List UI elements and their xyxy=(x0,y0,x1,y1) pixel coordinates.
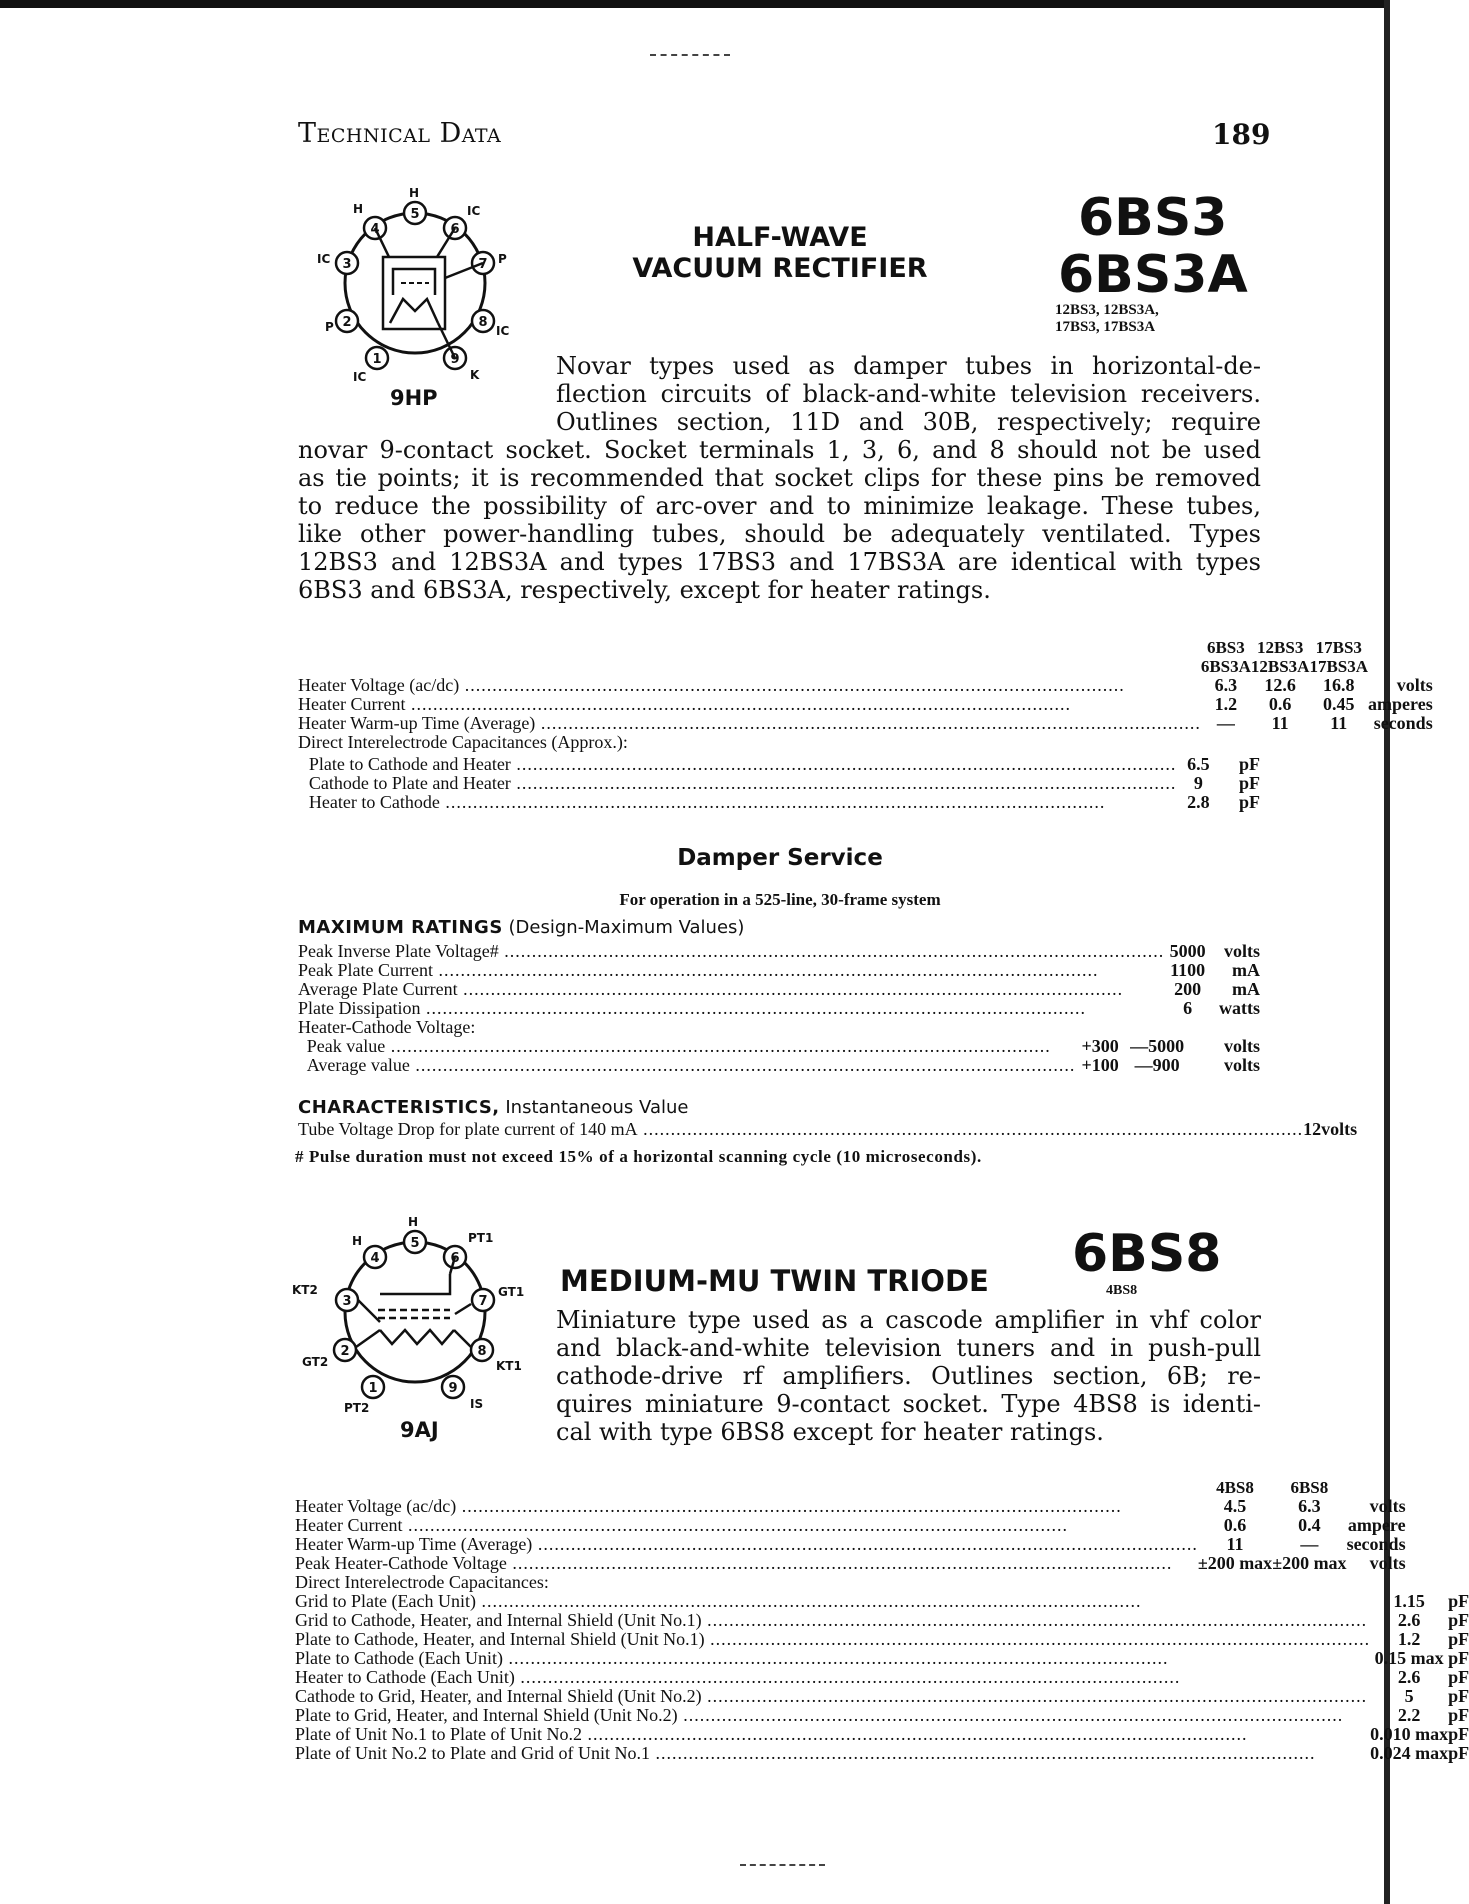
basing-diagram-9hp xyxy=(305,183,520,398)
pin-label-4: H xyxy=(353,202,364,216)
svg-text:3: 3 xyxy=(342,257,352,272)
footnote: # Pulse duration must not exceed 15% of a horizontal scanning cycle (10 microseconds). xyxy=(295,1147,982,1166)
table-row: Grid to Cathode, Heater, and Internal Shield (Unit No.1) ..... 2.6 pF xyxy=(295,1611,1469,1630)
table-row: Cathode to Grid, Heater, and Internal Shield (Unit No.2) ..... 5 pF xyxy=(295,1687,1469,1706)
pin-label-6: IC xyxy=(467,204,481,218)
basing-code: 9AJ xyxy=(400,1418,439,1442)
table-row: Peak value ..... +300 —5000 volts xyxy=(298,1037,1260,1056)
title-line-2: VACUUM RECTIFIER xyxy=(632,253,928,284)
desc-line: flection circuits of black-and-white television receivers. xyxy=(556,380,1261,408)
max-ratings-heading: MAXIMUM RATINGS (Design-Maximum Values) xyxy=(298,917,745,938)
pin-label-8: IC xyxy=(496,324,510,338)
table-row: Heater Voltage (ac/dc) ..... 4.5 6.3 volts xyxy=(295,1497,1406,1516)
characteristics-heading: CHARACTERISTICS, Instantaneous Value xyxy=(298,1097,689,1118)
svg-text:4: 4 xyxy=(370,222,380,237)
variants-line-2: 17BS3, 17BS3A xyxy=(1055,319,1156,335)
desc-line: and black-and-white television tuners and in push-pull xyxy=(556,1334,1261,1362)
pin-label-9: K xyxy=(470,368,480,382)
desc-line: Novar types used as damper tubes in horizontal-de- xyxy=(556,352,1261,380)
svg-text:9: 9 xyxy=(448,1381,458,1396)
running-head: Technical Data xyxy=(298,118,502,149)
svg-text:1: 1 xyxy=(372,352,382,367)
page-number: 189 xyxy=(1212,118,1271,151)
table-row: Plate Dissipation ..... 6 watts xyxy=(298,999,1260,1018)
desc-line: to reduce the possibility of arc-over and to minimize leakage. These tubes, xyxy=(298,492,1261,520)
svg-text:4: 4 xyxy=(370,1251,380,1266)
tube-type-alt: 6BS3A xyxy=(1058,245,1248,305)
top-border xyxy=(0,0,1390,8)
characteristics-table xyxy=(298,1120,1357,1139)
desc-line: 12BS3 and 12BS3A and types 17BS3 and 17BS3A are identical with types xyxy=(298,548,1261,576)
svg-text:7: 7 xyxy=(478,257,488,272)
table-row: Plate to Grid, Heater, and Internal Shield (Unit No.2) ..... 2.2 pF xyxy=(295,1706,1469,1725)
pin-label-9: IS xyxy=(470,1397,484,1411)
description-indented xyxy=(556,352,1261,436)
table-row xyxy=(298,733,1433,752)
desc-line: like other power-handling tubes, should be adequately ventilated. Types xyxy=(298,520,1261,548)
table-row: Heater Current ..... 0.6 0.4 ampere xyxy=(295,1516,1406,1535)
table-row: Tube Voltage Drop for plate current of 140 mA ..... 12 volts xyxy=(298,1120,1357,1139)
desc-line: cathode-drive rf amplifiers. Outlines section, 6B; re- xyxy=(556,1362,1261,1390)
table-row: Cathode to Plate and Heater ..... 9 pF xyxy=(298,774,1260,793)
column-headers xyxy=(295,1478,1406,1497)
svg-text:2: 2 xyxy=(342,315,352,330)
pin-label-2: GT2 xyxy=(302,1355,329,1369)
table-row: Plate to Cathode and Heater ..... 6.5 pF xyxy=(298,755,1260,774)
variants-line-1: 12BS3, 12BS3A, xyxy=(1055,302,1159,318)
col-head: 6BS3 6BS3A xyxy=(1200,638,1251,676)
pin-label-5: H xyxy=(408,1215,419,1229)
svg-text:5: 5 xyxy=(410,207,420,222)
table-row: Heater Current ..... 1.2 0.6 0.45 amperes xyxy=(298,695,1433,714)
table-row: Average value ..... +100 —900 volts xyxy=(298,1056,1260,1075)
basing-code: 9HP xyxy=(390,386,438,410)
top-rule xyxy=(650,54,730,56)
svg-text:5: 5 xyxy=(410,1236,420,1251)
table-row: Peak Plate Current ..... 1100 mA xyxy=(298,961,1260,980)
heater-cathode-table xyxy=(298,1037,1260,1075)
pin-label-2: P xyxy=(325,320,334,334)
service-subtitle: For operation in a 525-line, 30-frame system xyxy=(619,890,941,909)
table-row: Peak Heater-Cathode Voltage ..... ±200 max ±200 max volts xyxy=(295,1554,1406,1573)
table-row: Peak Inverse Plate Voltage# ..... 5000 volts xyxy=(298,942,1260,961)
desc-line: quires miniature 9-contact socket. Type 4BS8 is identi- xyxy=(556,1390,1261,1418)
table-row: Plate to Cathode (Each Unit) ..... 0.15 max pF xyxy=(295,1649,1469,1668)
table-row: Heater Voltage (ac/dc) ..... 6.3 12.6 16.8 volts xyxy=(298,676,1433,695)
svg-text:6: 6 xyxy=(450,222,460,237)
pin-label-3: IC xyxy=(317,252,331,266)
table-row: Heater Warm-up Time (Average) ..... 11 — seconds xyxy=(295,1535,1406,1554)
desc-line: as tie points; it is recommended that socket clips for these pins be removed xyxy=(298,464,1261,492)
col-head: 17BS3 17BS3A xyxy=(1309,638,1369,676)
svg-text:7: 7 xyxy=(478,1294,488,1309)
tube-type-main: 6BS3 xyxy=(1078,188,1228,248)
description-full xyxy=(298,436,1261,604)
desc-line: Miniature type used as a cascode amplifier in vhf color xyxy=(556,1306,1261,1334)
svg-text:2: 2 xyxy=(340,1344,350,1359)
desc-line: cal with type 6BS8 except for heater ratings. xyxy=(556,1418,1104,1446)
description xyxy=(556,1306,1261,1446)
col-head: 12BS3 12BS3A xyxy=(1250,638,1310,676)
bottom-rule xyxy=(740,1864,825,1866)
heater-table-1 xyxy=(298,638,1433,752)
desc-line: 6BS3 and 6BS3A, respectively, except for heater ratings. xyxy=(298,576,991,604)
column-headers xyxy=(298,638,1433,676)
max-ratings-table xyxy=(298,942,1260,1037)
pin-label-6: PT1 xyxy=(468,1231,494,1245)
table-row: Heater Warm-up Time (Average) ..... — 11 11 seconds xyxy=(298,714,1433,733)
svg-text:8: 8 xyxy=(477,1344,487,1359)
table-row: Grid to Plate (Each Unit) ..... 1.15 pF xyxy=(295,1592,1469,1611)
svg-text:8: 8 xyxy=(478,315,488,330)
svg-text:1: 1 xyxy=(368,1381,378,1396)
pin-label-8: KT1 xyxy=(496,1359,522,1373)
table-row: Plate of Unit No.2 to Plate and Grid of Unit No.1 ..... 0.024 max pF xyxy=(295,1744,1469,1763)
table-row: Average Plate Current ..... 200 mA xyxy=(298,980,1260,999)
pin-label-1: PT2 xyxy=(344,1401,370,1415)
desc-line: novar 9-contact socket. Socket terminals 1, 3, 6, and 8 should not be used xyxy=(298,436,1261,464)
cap-heading: Direct Interelectrode Capacitances: xyxy=(295,1572,549,1592)
basing-diagram-9aj xyxy=(290,1212,530,1427)
tube-title: MEDIUM-MU TWIN TRIODE xyxy=(560,1264,989,1298)
tube-title xyxy=(600,222,960,284)
title-line-1: HALF-WAVE xyxy=(692,222,868,253)
svg-text:9: 9 xyxy=(450,352,460,367)
table-row xyxy=(295,1573,1406,1592)
svg-text:6: 6 xyxy=(450,1251,460,1266)
table-row: Heater to Cathode ..... 2.8 pF xyxy=(298,793,1260,812)
table-row: Plate to Cathode, Heater, and Internal Shield (Unit No.1) ..... 1.2 pF xyxy=(295,1630,1469,1649)
col-head: 6BS8 xyxy=(1290,1478,1329,1497)
pin-label-3: KT2 xyxy=(292,1283,318,1297)
svg-text:3: 3 xyxy=(342,1294,352,1309)
heater-table-2 xyxy=(295,1478,1406,1592)
pin-label-4: H xyxy=(352,1234,363,1248)
pin-label-7: P xyxy=(498,252,507,266)
tube-type-main: 6BS8 xyxy=(1072,1224,1222,1284)
pin-label-1: IC xyxy=(353,370,367,384)
table-row: Heater-Cathode Voltage: xyxy=(298,1017,476,1037)
pin-label-7: GT1 xyxy=(498,1285,525,1299)
tube-type-alt: 4BS8 xyxy=(1106,1283,1138,1298)
cap-table-2 xyxy=(295,1592,1469,1763)
table-row: Heater to Cathode (Each Unit) ..... 2.6 pF xyxy=(295,1668,1469,1687)
pin-label-5: H xyxy=(409,186,420,200)
service-title: Damper Service xyxy=(677,845,883,871)
desc-line: Outlines section, 11D and 30B, respectively; require xyxy=(556,408,1261,436)
tube-variants xyxy=(1055,302,1159,336)
table-row: Plate of Unit No.1 to Plate of Unit No.2 ..... 0.010 max pF xyxy=(295,1725,1469,1744)
cap-heading: Direct Interelectrode Capacitances (Approx.): xyxy=(298,732,628,752)
cap-table-1 xyxy=(298,755,1260,812)
col-head: 4BS8 xyxy=(1216,1478,1254,1497)
